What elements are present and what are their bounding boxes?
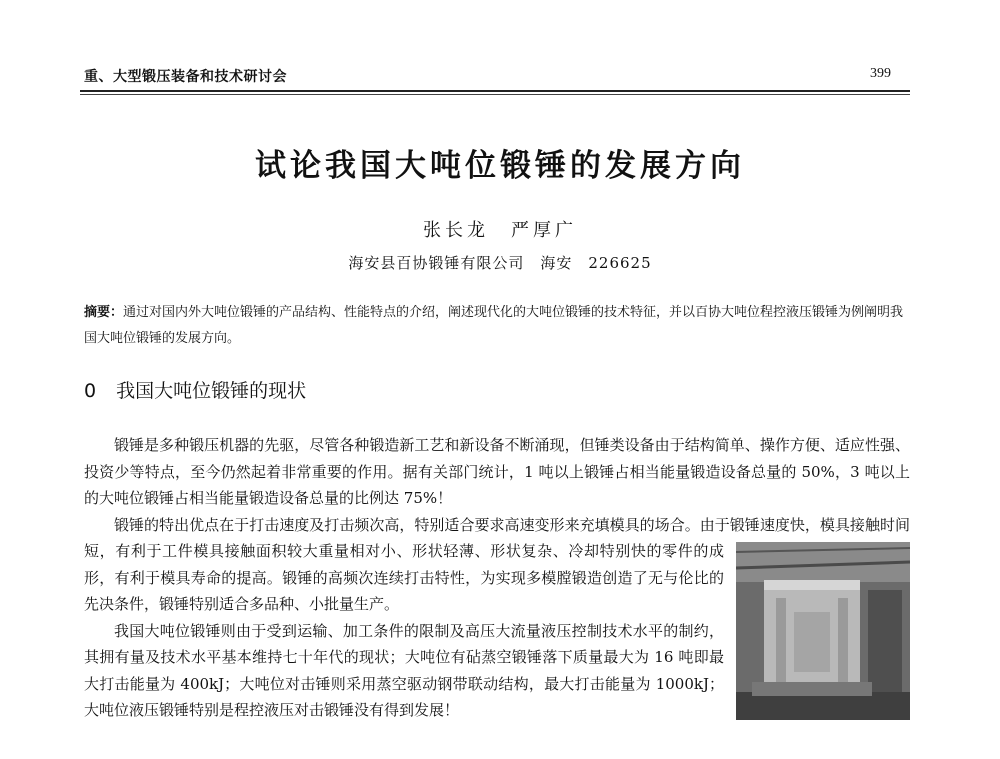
paragraph-1: 锻锤是多种锻压机器的先驱，尽管各种锻造新工艺和新设备不断涌现，但锤类设备由于结构简单、操作方便、适应性强、投资少等特点，至今仍然起着非常重要的作用。据有关部门统计，1 吨以上锻锤占相当能量锻造设备总量的 50%，3 吨以上的大吨位锻锤占相当能量锻造设备总量的比例达 75%！ bbox=[84, 436, 910, 507]
paper-title: 试论我国大吨位锻锤的发展方向 bbox=[255, 148, 745, 184]
forging-hammer-photo bbox=[736, 542, 910, 720]
paragraph-2-part-2: 零件的成形，有利于模具寿命的提高。锻锤的高频次连续打击特性，为实现多模膛锻造创造了无与伦比的先决条件，锻锤特别适合多品种、小批量生产。 bbox=[84, 542, 724, 613]
abstract-label: 摘要： bbox=[84, 305, 124, 320]
section-title: 我国大吨位锻锤的现状 bbox=[116, 380, 307, 402]
section-heading bbox=[84, 376, 306, 403]
abstract bbox=[84, 300, 914, 352]
authors: 张长龙 严厚广 bbox=[423, 220, 577, 241]
abstract-text: 通过对国内外大吨位锻锤的产品结构、性能特点的介绍，阐述现代化的大吨位锻锤的技术特征，并以百协大吨位程控液压锻锤为例阐明我国大吨位锻锤的发展方向。 bbox=[84, 305, 904, 346]
header-rule-thin bbox=[80, 94, 910, 95]
paragraph-2 bbox=[84, 512, 910, 618]
body-text bbox=[84, 432, 910, 724]
running-head: 重、大型锻压装备和技术研讨会 bbox=[84, 69, 287, 85]
affiliation: 海安县百协锻锤有限公司 海安 226625 bbox=[348, 254, 652, 272]
page-number: 399 bbox=[870, 66, 891, 81]
section-number: 0 bbox=[84, 380, 97, 402]
paragraph-3: 我国大吨位锻锤则由于受到运输、加工条件的限制及高压大流量液压控制技术水平的制约，其拥有量及技术水平基本维持七十年代的现状；大吨位有砧蒸空锻锤落下质量最大为 16 吨即最大打击能量为 400kJ；大吨位对击锤则采用蒸空驱动钢带联动结构，最大打击能量为 1000kJ；大吨位液压锻锤特别是程控液压对击锻锤没有得到发展！ bbox=[84, 621, 724, 719]
paragraph-2-part-1: 锻锤的特出优点在于打击速度及打击频次高，特别适合要求高速变形来充填模具的场合。由于锻锤速度快，模具接触时间短，有利于工件模具接触面积较大重量相对小、形状轻薄、形状复杂、冷却特别快的 bbox=[84, 515, 910, 560]
header-rule bbox=[80, 90, 910, 92]
